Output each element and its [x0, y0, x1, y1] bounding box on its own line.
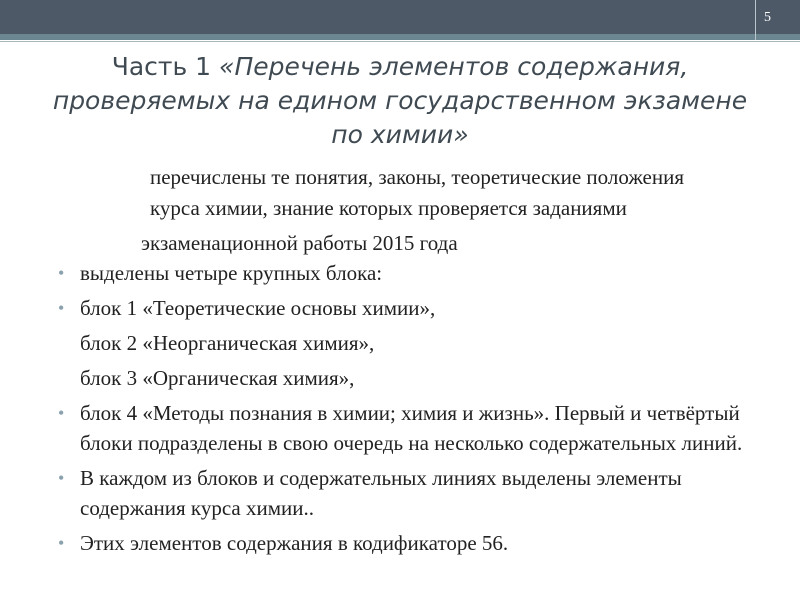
list-item [58, 363, 778, 393]
list-item [58, 258, 778, 288]
header-band [0, 0, 800, 34]
bullet-icon: • [58, 263, 65, 283]
list-item-text: блок 4 «Методы познания в химии; химия и жизнь». Первый и четвёртый блоки подразделены в свою очередь на несколько содержательных линий. [80, 401, 743, 455]
list-item-text: выделены четыре крупных блока: [80, 261, 383, 285]
page-number-divider [755, 0, 756, 40]
header-divider [0, 41, 800, 42]
intro-line-3: экзаменационной работы 2015 года [141, 231, 458, 255]
list-item-text: блок 2 «Неорганическая химия», [80, 331, 375, 355]
title-quote: «Перечень элементов содержания, проверяемых на едином государственном экзамене по химии» [52, 52, 748, 149]
intro-paragraph [141, 162, 735, 259]
list-item [58, 528, 778, 558]
list-item-text: блок 3 «Органическая химия», [80, 366, 355, 390]
bullet-icon: • [58, 298, 65, 318]
list-item-text: блок 1 «Теоретические основы химии», [80, 296, 436, 320]
bullet-icon: • [58, 533, 65, 553]
list-item [58, 398, 778, 458]
title-prefix: Часть 1 [111, 52, 220, 81]
slide-number: 5 [764, 10, 771, 25]
bullet-icon: • [58, 468, 65, 488]
slide-title [40, 50, 760, 152]
list-item [58, 293, 778, 323]
bullet-icon: • [58, 403, 65, 423]
intro-line-1: перечислены те понятия, законы, теоретические положения [150, 165, 685, 189]
list-item [58, 463, 778, 523]
list-item-text: Этих элементов содержания в кодификаторе 56. [80, 531, 509, 555]
header-stripe [0, 34, 800, 40]
intro-line-2: курса химии, знание которых проверяется заданиями [150, 196, 627, 220]
list-item [58, 328, 778, 358]
bullet-list [58, 258, 778, 563]
list-item-text: В каждом из блоков и содержательных линиях выделены элементы содержания курса химии.. [80, 466, 682, 520]
